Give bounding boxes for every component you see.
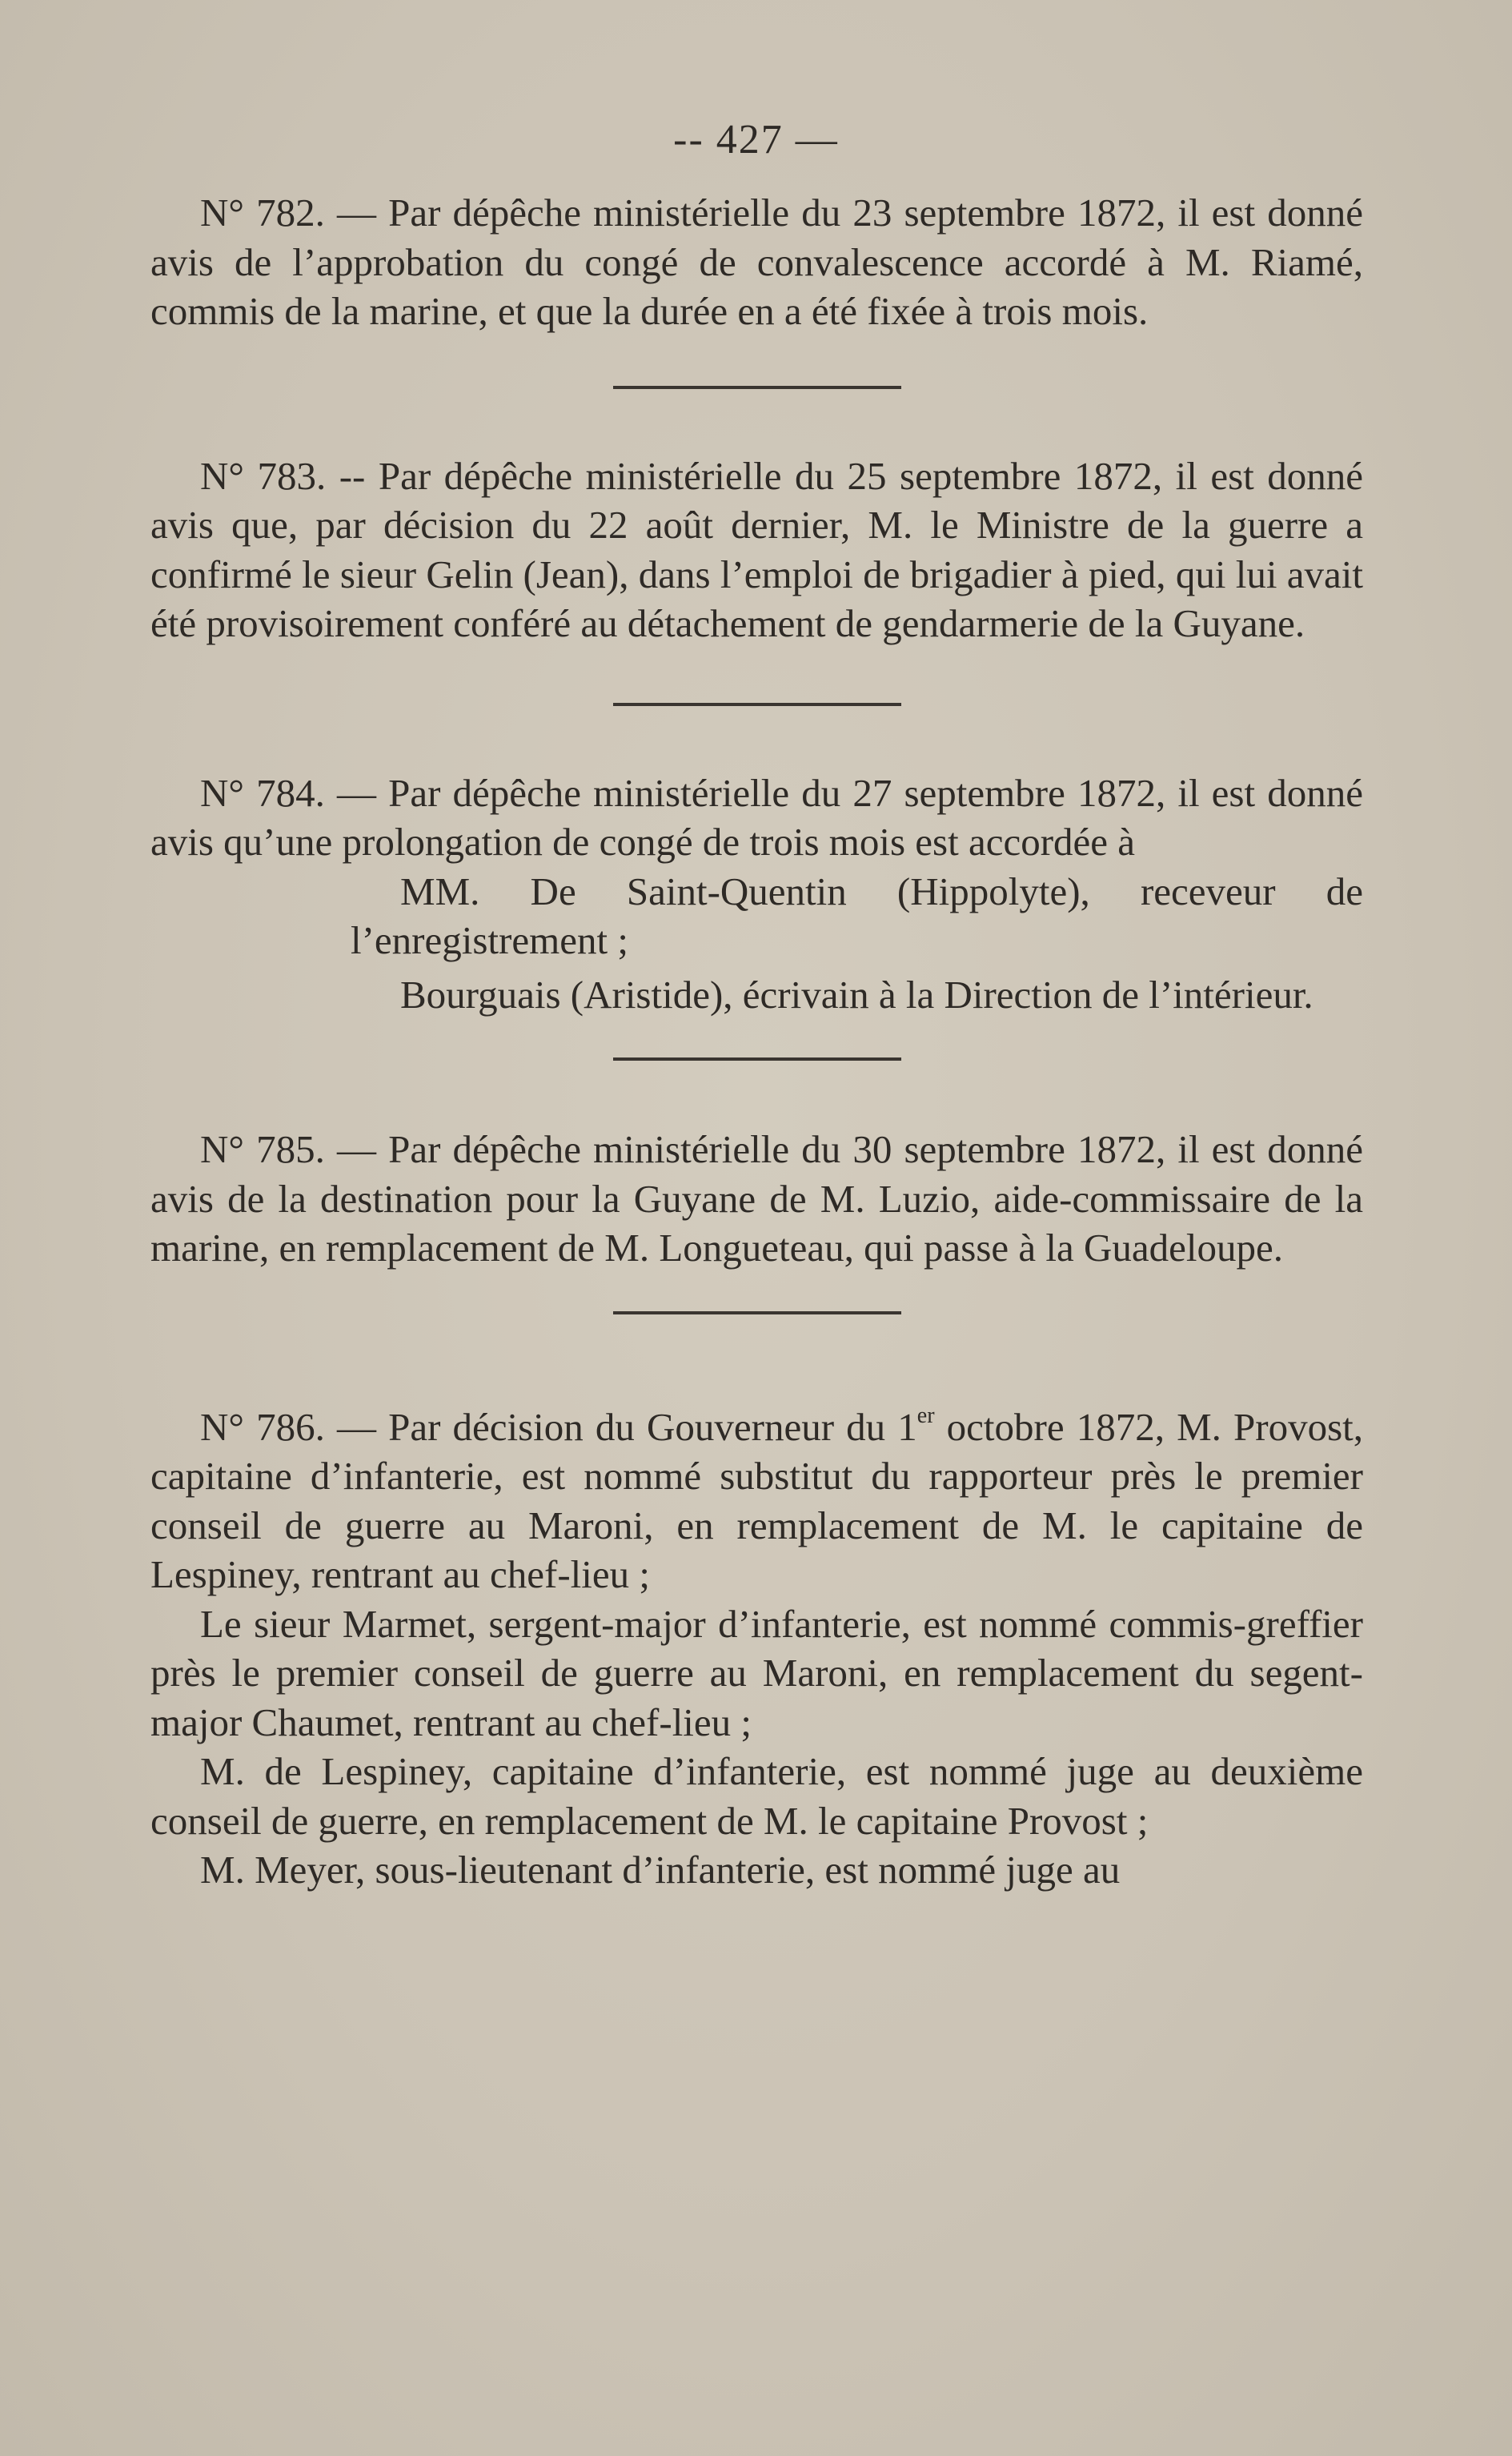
text-column: [150, 188, 1363, 1895]
separator-rule: [613, 1057, 901, 1061]
entry-paragraph: N° 782. — Par dépêche ministérielle du 23 septembre 1872, il est donné avis de l’approbation du congé de convalescence accordé à M. Riamé, commis de la marine, et que la durée en a été fixée à trois mois.: [150, 191, 1363, 333]
entry-785: [150, 1125, 1363, 1273]
entry-782: [150, 188, 1363, 336]
superscript: er: [916, 1403, 935, 1428]
entry-paragraph: M. Meyer, sous-lieutenant d’infanterie, est nommé juge au: [200, 1848, 1121, 1892]
entry-786: [150, 1403, 1363, 1895]
list-item: Bourguais (Aristide), écrivain à la Direction de l’intérieur.: [400, 972, 1313, 1017]
entry-783: [150, 451, 1363, 648]
entry-paragraph: N° 785. — Par dépêche ministérielle du 30 septembre 1872, il est donné avis de la destination pour la Guyane de M. Luzio, aide-commissaire de la marine, en remplacement de M. Longueteau, qui passe à la Guadeloupe.: [150, 1127, 1363, 1270]
separator-rule: [613, 386, 901, 389]
entry-paragraph: Le sieur Marmet, sergent-major d’infanterie, est nommé commis-greffier près le premier conseil de guerre au Maroni, en remplacement du segent-major Chaumet, rentrant au chef-lieu ;: [150, 1601, 1363, 1744]
separator-rule: [613, 1311, 901, 1314]
entry-paragraph: [150, 1403, 1363, 1599]
entry-784: [150, 769, 1363, 1020]
entry-text-start: N° 786. — Par décision du Gouverneur du 1: [200, 1404, 917, 1449]
entry-paragraph: M. de Lespiney, capitaine d’infanterie, est nommé juge au deuxième conseil de guerre, en remplacement de M. le capitaine Provost ;: [150, 1749, 1363, 1843]
entry-text-end: octobre 1872, M. Provost, capitaine d’infanterie, est nommé substitut du rapporteur près le premier conseil de guerre au Maroni, en remplacement de M. le capitaine de Lespiney, rentrant au chef-lieu ;: [150, 1404, 1363, 1596]
entry-paragraph: N° 783. -- Par dépêche ministérielle du 25 septembre 1872, il est donné avis que, par décision du 22 août dernier, M. le Ministre de la guerre a confirmé le sieur Gelin (Jean), dans l’emploi de brigadier à pied, qui lui avait été provisoirement conféré au détachement de gendarmerie de la Guyane.: [150, 453, 1363, 645]
separator-rule: [613, 703, 901, 706]
entry-paragraph: N° 784. — Par dépêche ministérielle du 27 septembre 1872, il est donné avis qu’une prolongation de congé de trois mois est accordée à: [150, 770, 1363, 864]
page-number: -- 427 —: [673, 117, 839, 163]
list-item: MM. De Saint-Quentin (Hippolyte), receveur de l’enregistrement ;: [351, 869, 1363, 962]
